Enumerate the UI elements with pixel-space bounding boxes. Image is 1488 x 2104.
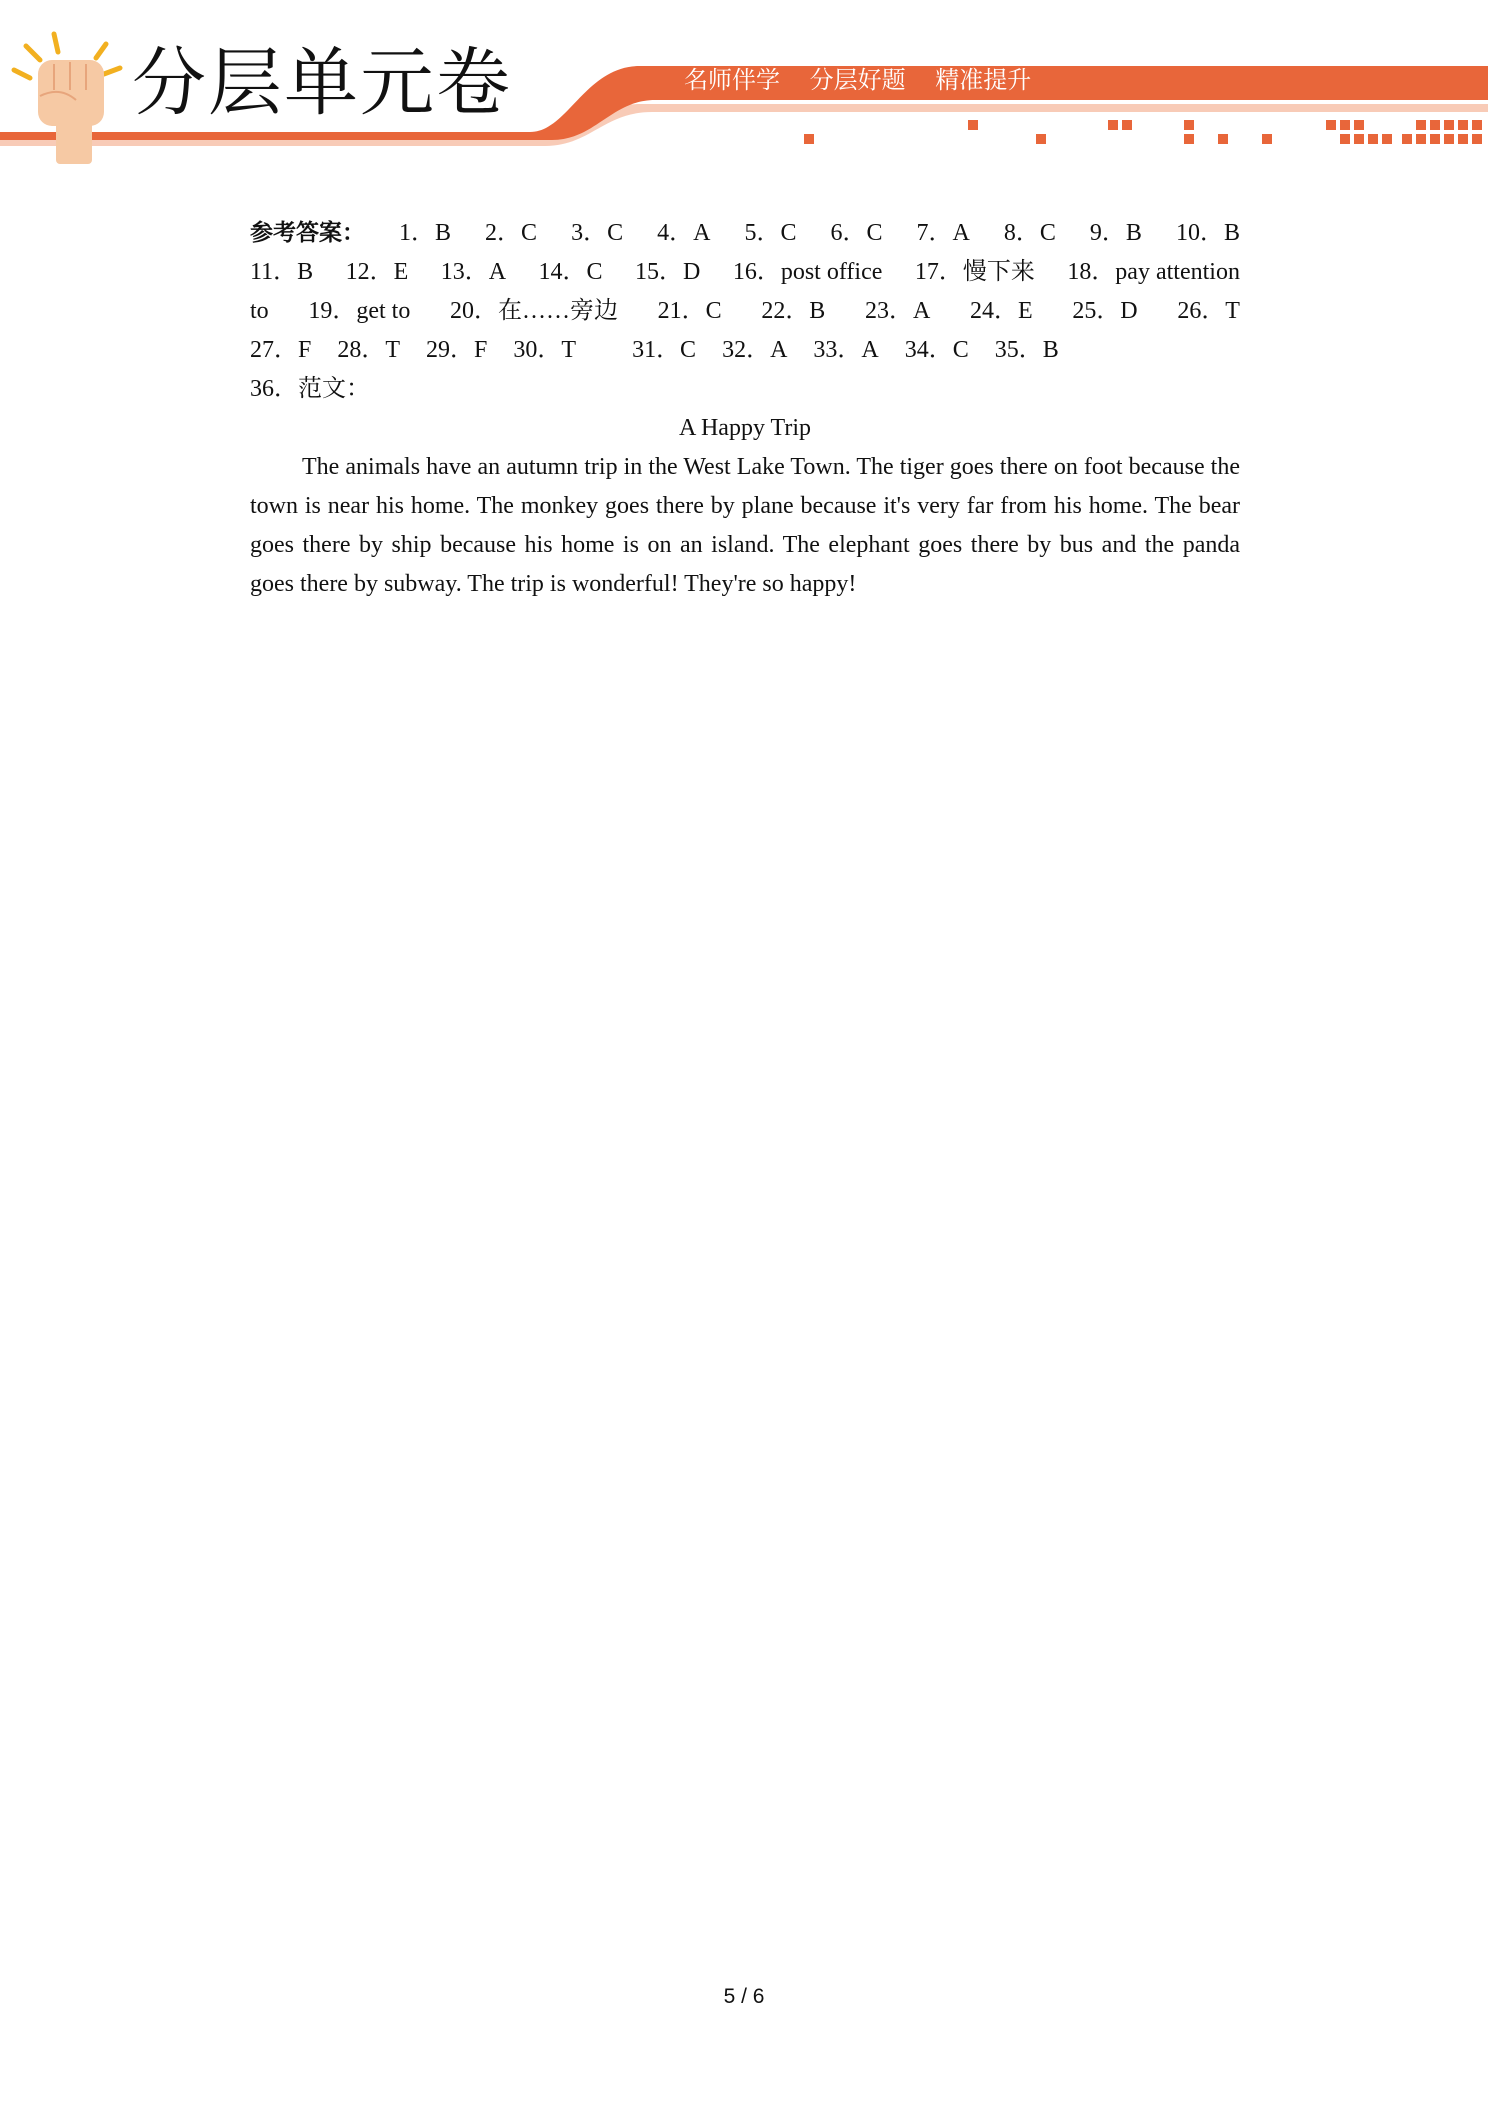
answer-item: 15．D <box>635 259 701 285</box>
answer-item: 1．B <box>399 220 452 246</box>
answer-item: 20．在……旁边 <box>449 298 618 324</box>
answer-item: 30．T <box>513 337 577 363</box>
answer-item: to <box>250 298 269 324</box>
answer-item: 17．慢下来 <box>914 259 1035 285</box>
answer-item: 34．C <box>904 337 969 363</box>
answer-item: 2．C <box>485 220 538 246</box>
answer-item: 19．get to <box>308 298 411 324</box>
answer-item: 4．A <box>657 220 711 246</box>
answer-line-4 <box>250 331 1240 370</box>
answer-item: 11．B <box>250 259 314 285</box>
answer-item: 24．E <box>969 298 1033 324</box>
answer-item: 13．A <box>440 259 507 285</box>
answer-item: 23．A <box>864 298 931 324</box>
header-slogan <box>684 68 1053 92</box>
answer-item: 8．C <box>1003 220 1056 246</box>
essay-title: A Happy Trip <box>678 415 812 441</box>
answer-item: 28．T <box>337 337 401 363</box>
answer-item: 6．C <box>830 220 883 246</box>
brand-title: 分层单元卷 <box>132 40 512 126</box>
answer-item: 31．C <box>632 337 697 363</box>
slogan-item: 分层好题 <box>809 66 906 94</box>
answer-item: 33．A <box>813 337 879 363</box>
answer-item: 12．E <box>345 259 409 285</box>
slogan-item: 名师伴学 <box>684 66 780 94</box>
answer-item: 27．F <box>250 337 312 363</box>
answer-item: 32．A <box>722 337 788 363</box>
answer-line-5 <box>250 370 1240 409</box>
answer-item: 35．B <box>994 337 1059 363</box>
answer-item: 21．C <box>657 298 722 324</box>
answer-item: 16．post office <box>732 259 883 285</box>
decorative-dots <box>804 120 1482 144</box>
answer-item: 9．B <box>1089 220 1142 246</box>
answer-item: 7．A <box>916 220 970 246</box>
answer-item: 26．T <box>1177 298 1240 324</box>
page-header <box>0 0 1488 170</box>
answer-item: 29．F <box>426 337 488 363</box>
document-content <box>250 214 1240 604</box>
answer-item: 14．C <box>538 259 603 285</box>
answer-item: 3．C <box>571 220 624 246</box>
answer-line-2 <box>250 253 1240 292</box>
answer-line-3 <box>250 292 1240 331</box>
answer-item: 5．C <box>744 220 797 246</box>
answer-item: 10．B <box>1175 220 1240 246</box>
answer-item: 36．范文： <box>250 376 370 402</box>
answer-item: 22．B <box>761 298 826 324</box>
answer-item: 25．D <box>1072 298 1138 324</box>
essay-body: The animals have an autumn trip in the West Lake Town. The tiger goes there on foot because the town is near his home. The monkey goes there by plane because it's very far from his home. The bear goes there by ship because his home is on an island. The elephant goes there by bus and the panda goes there by subway. The trip is wonderful! They're so happy! <box>250 454 1240 597</box>
answer-key <box>250 214 1240 409</box>
slogan-item: 精准提升 <box>935 66 1032 94</box>
answer-key-label: 参考答案： <box>250 220 365 246</box>
page-number: 5 / 6 <box>723 1985 765 2008</box>
answer-item: 18．pay attention <box>1067 259 1240 285</box>
answer-line-1 <box>250 214 1240 253</box>
